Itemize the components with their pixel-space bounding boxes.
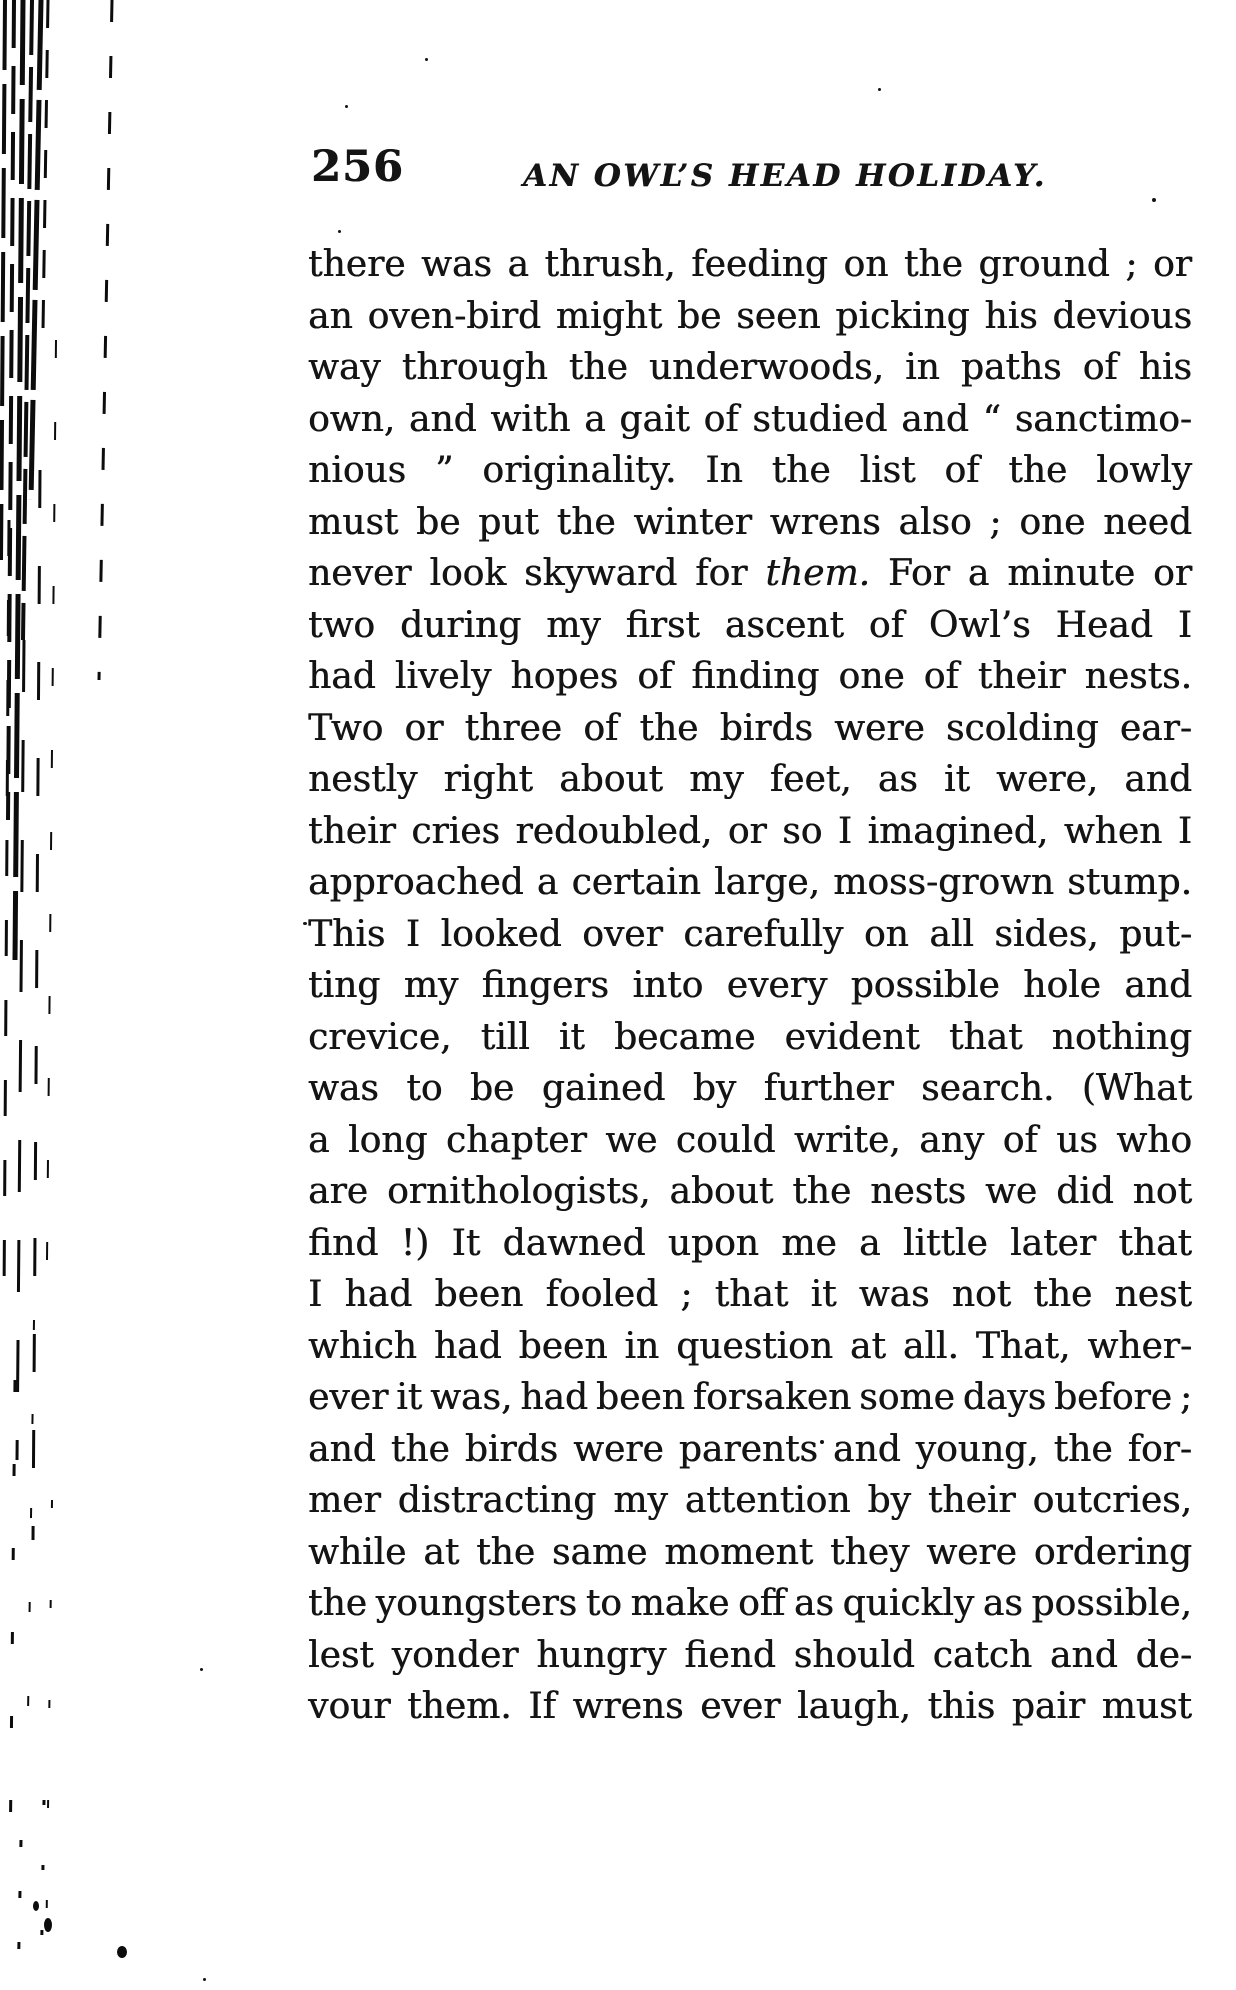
- text-line: lest yonder hungry fiend should catch and de-: [308, 1634, 1192, 1676]
- text-line: mer distracting my attention by their outcries,: [308, 1480, 1192, 1521]
- text-line: crevice, till it became evident that nothing: [308, 1016, 1192, 1058]
- scan-speck: [338, 230, 341, 233]
- scan-speck: [1152, 198, 1156, 202]
- text-line: and the birds were parents and young, the for-: [308, 1428, 1192, 1470]
- page-body: [308, 239, 1192, 1733]
- text-line: had lively hopes of finding one of their nests.: [308, 656, 1192, 697]
- text-line: own, and with a gait of studied and “ sanctimo-: [308, 398, 1192, 440]
- scan-speck: [200, 1668, 203, 1671]
- text-line: are ornithologists, about the nests we did not: [308, 1171, 1192, 1212]
- scan-speck: [303, 922, 307, 925]
- text-line: ever it was, had been forsaken some days before ;: [308, 1377, 1192, 1418]
- text-line: Two or three of the birds were scolding ear-: [308, 707, 1192, 749]
- text-line: I had been fooled ; that it was not the nest: [308, 1274, 1192, 1315]
- scan-speck: [345, 105, 348, 108]
- scan-speck: [203, 1978, 206, 1981]
- running-title: AN OWL’S HEAD HOLIDAY.: [523, 158, 1047, 194]
- text-line: nestly right about my feet, as it were, and: [308, 759, 1192, 800]
- scan-speck: [425, 58, 428, 61]
- text-line: never look skyward for them. For a minute or: [308, 553, 1192, 594]
- text-line: a long chapter we could write, any of us who: [308, 1119, 1192, 1161]
- text-line: the youngsters to make off as quickly as possible,: [308, 1583, 1192, 1624]
- scan-speck: [878, 88, 881, 91]
- text-line: find !) It dawned upon me a little later that: [308, 1222, 1192, 1264]
- text-line: ting my fingers into every possible hole and: [308, 965, 1192, 1006]
- text-line: approached a certain large, moss-grown stump.: [308, 862, 1192, 903]
- text-line: there was a thrush, feeding on the ground ; or: [308, 244, 1192, 285]
- text-line: an oven-bird might be seen picking his devious: [308, 295, 1192, 337]
- text-line: which had been in question at all. That, wher-: [308, 1325, 1192, 1367]
- text-line: was to be gained by further search. (What: [308, 1068, 1192, 1109]
- text-line: nious ” originality. In the list of the lowly: [308, 450, 1192, 491]
- text-line: This I looked over carefully on all sides, put-: [308, 913, 1192, 955]
- scan-speck: [820, 1440, 824, 1444]
- text-line: vour them. If wrens ever laugh, this pair must: [308, 1686, 1192, 1727]
- gutter-scan-artifact: [0, 0, 130, 1990]
- text-line: two during my first ascent of Owl’s Head I: [308, 604, 1192, 646]
- text-line: must be put the winter wrens also ; one need: [308, 501, 1192, 543]
- text-line: while at the same moment they were ordering: [308, 1531, 1192, 1573]
- page-number: 256: [311, 142, 404, 192]
- text-line: way through the underwoods, in paths of his: [308, 347, 1192, 388]
- text-line: their cries redoubled, or so I imagined, when I: [308, 810, 1192, 852]
